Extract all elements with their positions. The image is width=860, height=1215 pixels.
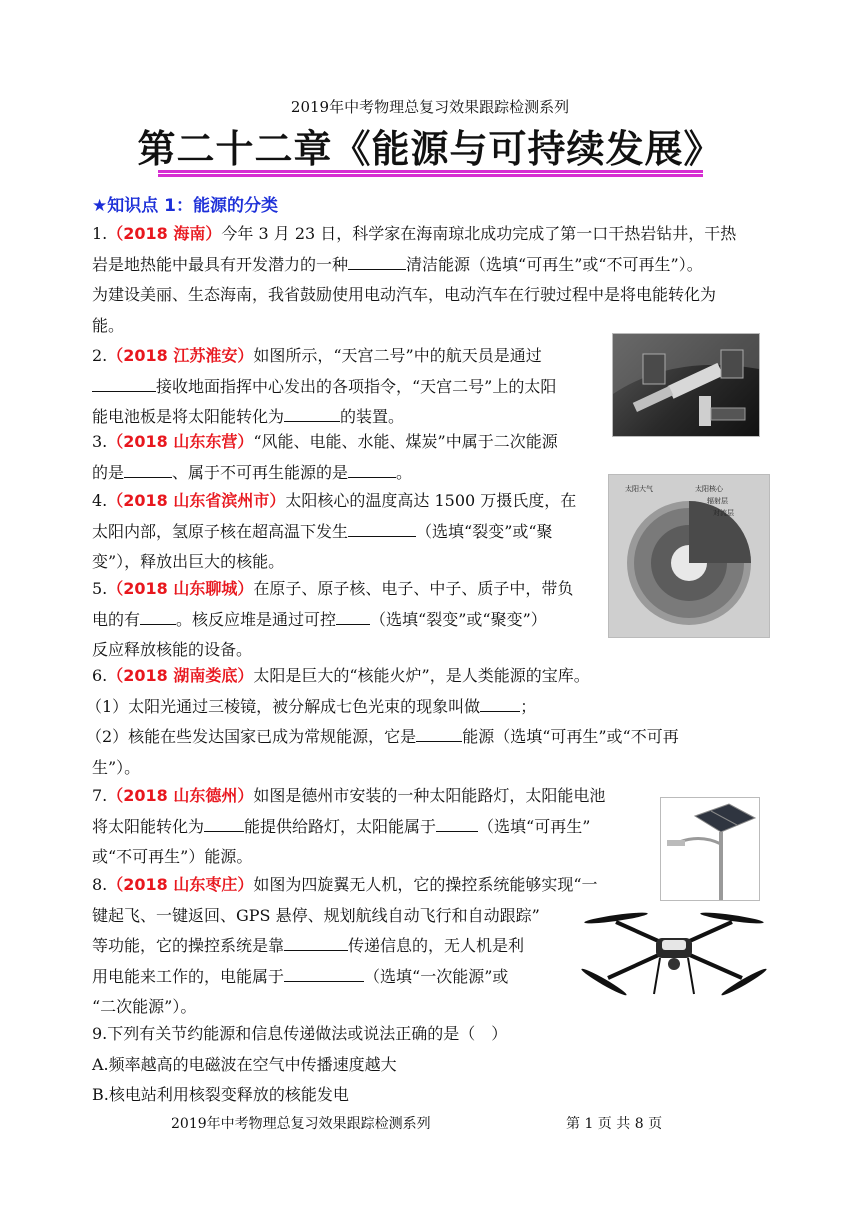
question-text: 在原子、原子核、电子、中子、质子中，带负 <box>253 579 574 598</box>
question-text: （选填“可再生” <box>478 816 591 836</box>
question-text: 、属于不可再生能源的是 <box>172 462 349 482</box>
answer-blank[interactable] <box>140 606 176 625</box>
question-text: 接收地面指挥中心发出的各项指令，“天宫二号”上的太阳 <box>156 376 557 396</box>
chapter-title: 第二十二章《能源与可持续发展》 <box>137 127 723 171</box>
sun-label-radiative: 辐射层 <box>707 497 728 505</box>
solar-lamp-drawing <box>661 798 759 900</box>
question-text: ； <box>520 696 537 716</box>
question-text: 或“不可再生”）能源。 <box>92 847 253 866</box>
question-9 <box>92 1019 507 1111</box>
question-text: 的装置。 <box>340 407 405 426</box>
question-text: 9.下列有关节约能源和信息传递做法或说法正确的是（ ） <box>92 1024 508 1043</box>
question-8 <box>92 870 598 1023</box>
sun-structure-image <box>608 474 770 638</box>
question-number: 1. <box>92 224 108 243</box>
question-text: 为建设美丽、生态海南，我省鼓励使用电动汽车，电动汽车在行驶过程中是将电能转化为 <box>92 285 717 304</box>
question-text: （选填“裂变”或“聚变”） <box>370 609 547 629</box>
question-source: （2018 江苏淮安） <box>107 346 254 365</box>
question-text: 等功能，它的操控系统是靠 <box>92 936 285 955</box>
space-station-image <box>612 333 760 437</box>
question-number: 8. <box>92 875 108 894</box>
question-source: （2018 湖南娄底） <box>107 666 254 685</box>
question-source: （2018 山东省滨州市） <box>107 491 286 510</box>
question-text: 反应释放核能的设备。 <box>92 640 253 659</box>
question-text: 如图为四旋翼无人机，它的操控系统能够实现“一 <box>253 875 598 894</box>
solar-lamp-image <box>660 797 760 901</box>
section-heading: ★知识点 1：能源的分类 <box>92 196 278 216</box>
question-text: （1）太阳光通过三棱镜，被分解成七色光束的现象叫做 <box>86 696 481 716</box>
answer-blank[interactable] <box>204 813 244 832</box>
answer-blank[interactable] <box>348 459 396 478</box>
footer-series: 2019年中考物理总复习效果跟踪检测系列 <box>171 1116 431 1132</box>
question-text: “二次能源”）。 <box>92 997 197 1016</box>
question-text: 电的有 <box>92 609 141 629</box>
title-underline <box>158 170 703 177</box>
question-text: “风能、电能、水能、煤炭”中属于二次能源 <box>253 432 558 451</box>
answer-blank[interactable] <box>348 518 416 537</box>
question-text: 。核反应堆是通过可控 <box>176 609 337 629</box>
question-source: （2018 山东枣庄） <box>107 875 254 894</box>
option-b[interactable]: B.核电站利用核裂变释放的核能发电 <box>92 1085 349 1104</box>
question-text: 清洁能源（选填“可再生”或“不可再生”）。 <box>406 254 703 274</box>
question-number: 5. <box>92 579 108 598</box>
space-station-drawing <box>613 334 759 436</box>
sun-label-core: 太阳核心 <box>695 485 723 493</box>
question-text: 能源（选填“可再生”或“不可再 <box>462 727 679 746</box>
sun-label-atmosphere: 太阳大气 <box>625 485 653 493</box>
answer-blank[interactable] <box>480 693 520 712</box>
question-5 <box>92 574 573 666</box>
question-6 <box>86 661 679 783</box>
question-number: 2. <box>92 346 108 365</box>
question-4 <box>92 486 576 578</box>
sun-structure-drawing <box>609 475 769 637</box>
question-text: 今年 3 月 23 日，科学家在海南琼北成功完成了第一口干热岩钻井，干热 <box>221 224 737 243</box>
answer-blank[interactable] <box>92 373 156 392</box>
question-text: 能电池板是将太阳能转化为 <box>92 407 285 426</box>
question-number: 4. <box>92 491 108 510</box>
question-3 <box>92 427 558 488</box>
option-a[interactable]: A.频率越高的电磁波在空气中传播速度越大 <box>92 1054 397 1074</box>
footer-page-number: 第 1 页 共 8 页 <box>566 1116 663 1132</box>
sun-label-convective: 对流层 <box>713 509 734 517</box>
question-1 <box>92 219 736 341</box>
question-text: 。 <box>396 462 413 482</box>
question-source: （2018 山东德州） <box>107 786 254 805</box>
question-2 <box>92 341 556 433</box>
question-text: 能提供给路灯，太阳能属于 <box>244 816 437 836</box>
question-text: 用电能来工作的，电能属于 <box>92 966 285 986</box>
question-text: （选填“一次能源”或 <box>364 966 509 986</box>
answer-blank[interactable] <box>436 813 478 832</box>
question-text: 变”），释放出巨大的核能。 <box>92 552 285 571</box>
question-text: 太阳是巨大的“核能火炉”，是人类能源的宝库。 <box>253 666 590 685</box>
question-text: 能。 <box>92 315 125 335</box>
question-number: 7. <box>92 786 108 805</box>
answer-blank[interactable] <box>416 723 462 742</box>
question-text: 如图所示，“天宫二号”中的航天员是通过 <box>253 346 542 365</box>
question-text: （2）核能在些发达国家已成为常规能源，它是 <box>86 727 417 746</box>
answer-blank[interactable] <box>284 932 348 951</box>
drone-drawing <box>580 898 768 1006</box>
question-text: 传递信息的，无人机是利 <box>348 936 525 955</box>
question-text: 的是 <box>92 462 125 482</box>
question-number: 3. <box>92 432 108 451</box>
question-number: 6. <box>92 666 108 685</box>
question-source: （2018 山东东营） <box>107 432 254 451</box>
answer-blank[interactable] <box>284 963 364 982</box>
question-text: 生”）。 <box>92 757 141 777</box>
question-text: 键起飞、一键返回、GPS 悬停、规划航线自动飞行和自动跟踪” <box>92 905 540 925</box>
question-text: 太阳核心的温度高达 1500 万摄氏度，在 <box>285 491 577 510</box>
question-text: （选填“裂变”或“聚 <box>416 521 553 541</box>
question-source: （2018 山东聊城） <box>107 579 254 598</box>
question-text: 如图是德州市安装的一种太阳能路灯，太阳能电池 <box>253 786 606 805</box>
question-text: 将太阳能转化为 <box>92 816 205 836</box>
question-text: 岩是地热能中最具有开发潜力的一种 <box>92 254 349 274</box>
question-source: （2018 海南） <box>107 224 222 243</box>
answer-blank[interactable] <box>284 403 340 422</box>
question-7 <box>92 781 605 873</box>
answer-blank[interactable] <box>124 459 172 478</box>
series-header: 2019年中考物理总复习效果跟踪检测系列 <box>290 98 570 116</box>
drone-image <box>580 898 768 1006</box>
question-text: 太阳内部，氢原子核在超高温下发生 <box>92 521 349 541</box>
answer-blank[interactable] <box>336 606 370 625</box>
answer-blank[interactable] <box>348 251 406 270</box>
